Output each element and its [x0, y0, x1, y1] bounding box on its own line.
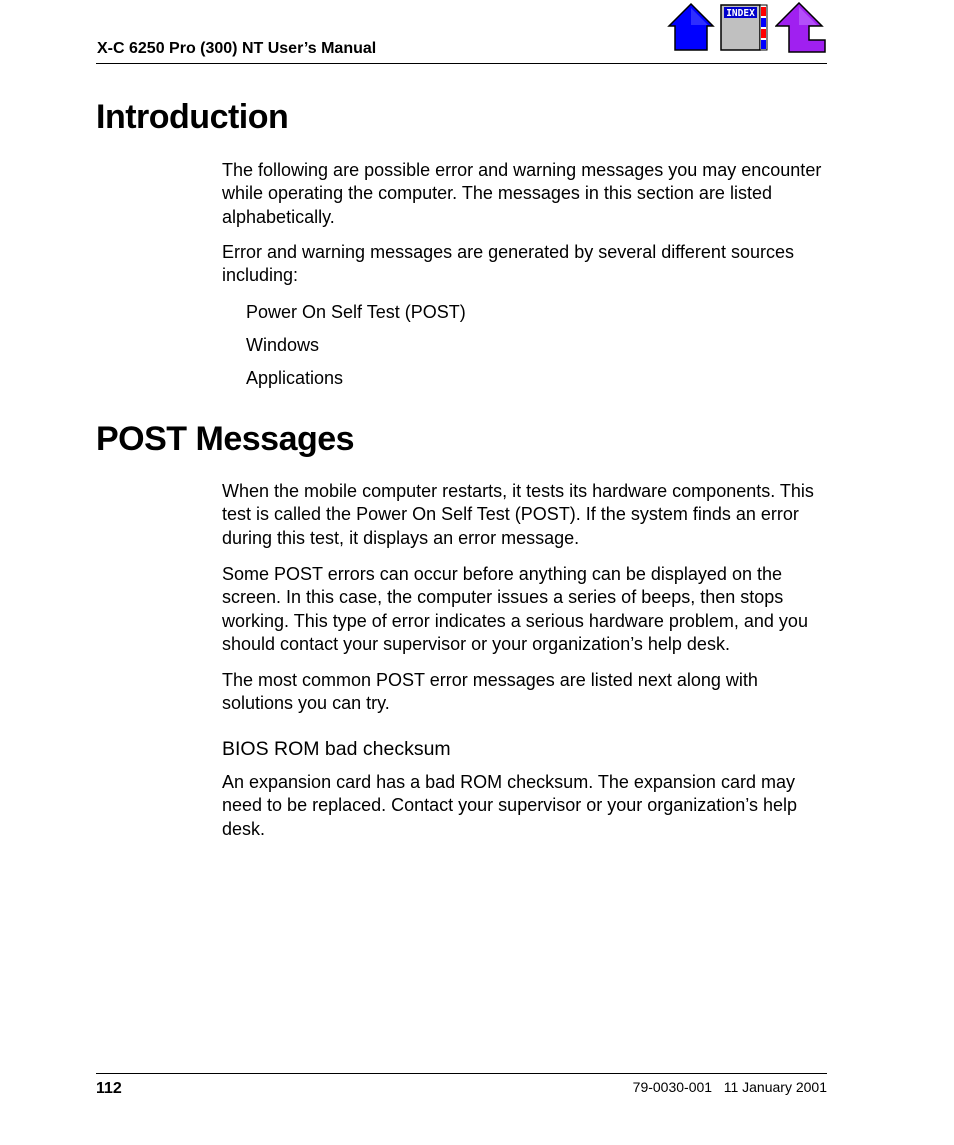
post-messages-heading: POST Messages [96, 420, 355, 458]
document-info: 79-0030-001 11 January 2001 [632, 1079, 827, 1095]
post-paragraph-2: Some POST errors can occur before anything can be displayed on the screen. In this case, the computer issues a series of beeps, then stops working. This type of error indicates a serious hardware problem, and you should contact your supervisor or your organization’s help desk. [222, 564, 808, 654]
list-item: Windows [246, 335, 320, 355]
introduction-heading: Introduction [96, 98, 289, 136]
footer-divider [96, 1073, 827, 1074]
bios-rom-heading: BIOS ROM bad checksum [222, 738, 451, 760]
post-paragraph-1: When the mobile computer restarts, it tests its hardware components. This test is called the Power On Self Test (POST). If the system finds an error during this test, it displays an error message. [222, 481, 814, 548]
back-button[interactable] [775, 2, 827, 54]
nav-icons [667, 2, 827, 54]
list-item: Applications [246, 368, 344, 388]
post-paragraph-3: The most common POST error messages are listed next along with solutions you can try. [222, 670, 758, 714]
list-item: Power On Self Test (POST) [246, 302, 466, 322]
bios-rom-description: An expansion card has a bad ROM checksum. The expansion card may need to be replaced. Contact your supervisor or your organization’s help desk. [222, 772, 798, 839]
home-button[interactable] [667, 2, 715, 52]
header-divider [96, 63, 827, 64]
intro-paragraph-1: The following are possible error and warning messages you may encounter while operating the computer. The messages in this section are listed alphabetically. [222, 160, 822, 227]
header-title: X-C 6250 Pro (300) NT User’s Manual [97, 40, 377, 57]
index-button[interactable] [720, 2, 768, 52]
index-icon [720, 2, 768, 52]
intro-paragraph-2: Error and warning messages are generated by several different sources including: [222, 242, 794, 286]
up-arrow-icon [775, 2, 827, 54]
page-number: 112 [96, 1080, 122, 1097]
home-icon [667, 2, 715, 52]
index-label: INDEX [726, 8, 755, 19]
